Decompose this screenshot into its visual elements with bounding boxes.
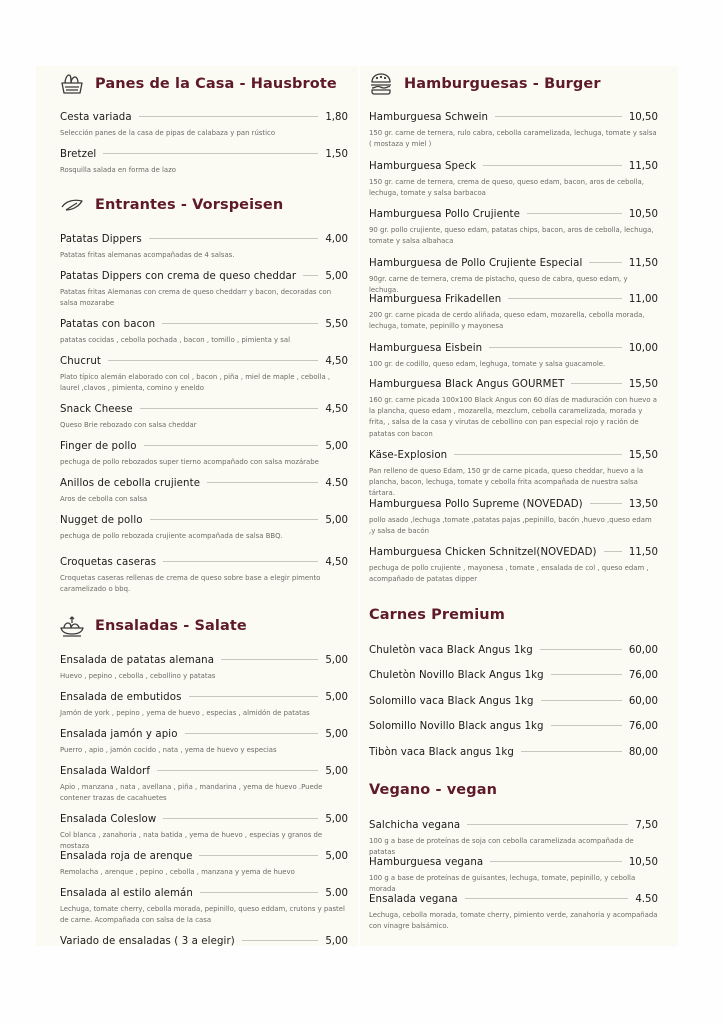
item-name: Hamburguesa Chicken Schnitzel(NOVEDAD): [369, 547, 597, 558]
item-price: 60,00: [628, 696, 658, 707]
item-name: Bretzel: [60, 149, 97, 160]
item-name: Hamburguesa Frikadellen: [369, 294, 502, 305]
item-name: Solomillo Novillo Black angus 1kg: [369, 721, 544, 732]
menu-item: [60, 515, 348, 542]
item-name: Hamburguesa Black Angus GOURMET: [369, 379, 565, 390]
item-name: Ensalada Waldorf: [60, 766, 151, 777]
item-price: 5,00: [325, 692, 348, 703]
section-header-entrantes: [60, 193, 348, 217]
item-price: 5,00: [325, 271, 348, 282]
menu-item: [60, 936, 348, 947]
menu-item: [60, 149, 348, 176]
item-price: 1,80: [325, 112, 348, 123]
item-price: 5,00: [325, 515, 348, 526]
menu-item: [60, 319, 348, 346]
menu-item: [369, 894, 658, 932]
item-name: Hamburguesa Schwein: [369, 112, 489, 123]
menu-item: [369, 209, 658, 247]
menu-item: [369, 161, 658, 199]
menu-item: [369, 499, 658, 537]
item-price: 15,50: [628, 379, 658, 390]
item-price: 10,00: [628, 343, 658, 354]
item-price: 76,00: [628, 721, 658, 732]
item-price: 4,50: [325, 557, 348, 568]
item-description: Queso Brie rebozado con salsa cheddar: [60, 421, 197, 429]
item-price: 11,50: [628, 161, 658, 172]
item-price: 11,50: [628, 547, 658, 558]
item-name: Hamburguesa de Pollo Crujiente Especial: [369, 258, 583, 269]
item-name: Ensalada roja de arenque: [60, 851, 193, 862]
section-title-carnes: Carnes Premium: [369, 607, 505, 623]
menu-item: [369, 379, 658, 440]
item-name: Ensalada vegana: [369, 894, 458, 905]
item-price: 5,00: [325, 814, 348, 825]
item-description: pechuga de pollo crujiente , mayonesa , tomate , ensalada de col , queso edam , acompañado de patatas dipper: [369, 564, 649, 584]
item-name: Salchicha vegana: [369, 820, 461, 831]
item-name: Ensalada de patatas alemana: [60, 655, 215, 666]
item-price: 13,50: [628, 499, 658, 510]
item-name: Ensalada Coleslow: [60, 814, 157, 825]
menu-item: [60, 478, 348, 505]
section-header-carnes: [369, 603, 658, 627]
item-description: Pan relleno de queso Edam, 150 gr de carne picada, queso cheddar, huevo a la plancha, bacon, lechuga, tomate y cebolla frita acompañada de nuestra salsa tártara.: [369, 467, 644, 498]
item-price: 10,50: [628, 209, 658, 220]
bread-basket-icon: [60, 72, 84, 96]
menu-item: [60, 851, 348, 878]
item-price: 5,50: [325, 319, 348, 330]
item-price: 15,50: [628, 450, 658, 461]
item-name: Hamburguesa vegana: [369, 857, 484, 868]
item-description: Puerro , apio , jamón cocido , nata , yema de huevo y especias: [60, 746, 277, 754]
item-description: Patatas fritas alemanas acompañadas de 4 salsas.: [60, 251, 235, 259]
item-price: 5,00: [325, 936, 348, 947]
item-description: pollo asado ,lechuga ,tomate ,patatas pajas ,pepinillo, bacón ,huevo ,queso edam ,y salsa de bacón: [369, 516, 652, 536]
item-price: 4,50: [325, 356, 348, 367]
item-description: Huevo , pepino , cebolla , cebollino y patatas: [60, 672, 216, 680]
menu-item: [60, 692, 348, 719]
item-description: Lechuga, cebolla morada, tomate cherry, pimiento verde, zanahoria y acompañada con vinagre balsámico.: [369, 911, 658, 931]
item-price: 4,00: [325, 234, 348, 245]
menu-item: [369, 294, 658, 332]
item-name: Hamburguesa Pollo Supreme (NOVEDAD): [369, 499, 583, 510]
item-price: 5.00: [325, 888, 348, 899]
item-description: 100 g a base de proteínas de soja con cebolla caramelizada acompañada de patatas: [369, 837, 634, 857]
item-name: Ensalada de embutidos: [60, 692, 182, 703]
menu-item: [369, 721, 658, 732]
item-name: Patatas Dippers: [60, 234, 142, 245]
item-description: 100 gr. de codillo, queso edam, leghuga, tomate y salsa guacamole.: [369, 360, 606, 368]
item-name: Cesta variada: [60, 112, 132, 123]
item-description: Aros de cebolla con salsa: [60, 495, 148, 503]
item-description: 90 gr. pollo crujiente, queso edam, patatas chips, bacon, aros de cebolla, lechuga, tomate y salsa albahaca: [369, 226, 654, 246]
menu-item: [369, 258, 658, 296]
item-description: 160 gr. carne picada 100x100 Black Angus con 60 días de maduración con huevo a la plancha, queso edam , mozarella, mezclum, cebolla caramelizada, morada y frita, , salsa de la casa y virutas de cebollino con pan especial rojo y ración de patatas con bacon: [369, 396, 657, 438]
menu-item: [369, 857, 658, 895]
item-name: Ensalada al estilo alemán: [60, 888, 193, 899]
item-description: 90gr. carne de ternera, crema de pistacho, queso de cabra, queso edam, y lechuga.: [369, 275, 628, 295]
menu-item: [60, 557, 348, 595]
item-description: Plato típico alemán elaborado con col , bacon , piña , miel de maple , cebolla , laurel ,clavos , pimienta, comino y eneldo: [60, 373, 331, 393]
item-price: 76,00: [628, 670, 658, 681]
item-description: 200 gr. carne picada de cerdo aliñada, queso edam, mozarella, cebolla morada, lechuga, tomate, pepinillo y mayonesa: [369, 311, 645, 331]
item-name: Chuletòn Novillo Black Angus 1kg: [369, 670, 544, 681]
item-name: Chucrut: [60, 356, 101, 367]
item-name: Ensalada jamón y apio: [60, 729, 178, 740]
item-price: 80,00: [628, 747, 658, 758]
item-description: Patatas fritas Alemanas con crema de queso cheddarr y bacon, decoradas con salsa mozarabe: [60, 288, 332, 308]
item-description: pechuga de pollo rebozados super tierno acompañado con salsa mozárabe: [60, 458, 319, 466]
item-price: 5,00: [325, 851, 348, 862]
item-price: 7,50: [635, 820, 658, 831]
item-name: Käse-Explosion: [369, 450, 448, 461]
item-description: 100 g a base de proteínas de guisantes, lechuga, tomate, pepinillo, y cebolla morada: [369, 874, 636, 894]
item-name: Croquetas caseras: [60, 557, 157, 568]
item-price: 5,00: [325, 655, 348, 666]
menu-item: [369, 645, 658, 656]
right-column: [369, 0, 658, 1024]
item-description: Lechuga, tomate cherry, cebolla morada, pepinillo, queso eddam, crutons y pastel de carne. Acompañada con salsa de la casa: [60, 905, 345, 925]
menu-item: [60, 814, 348, 852]
item-description: Col blanca , zanahoria , nata batida , yema de huevo , especias y granos de mostaza: [60, 831, 323, 851]
item-price: 11,00: [628, 294, 658, 305]
item-description: Croquetas caseras rellenas de crema de queso sobre base a elegir pimento caramelizado o bbq.: [60, 574, 321, 594]
menu-item: [60, 729, 348, 756]
menu-item: [60, 888, 348, 926]
item-price: 5,00: [325, 766, 348, 777]
item-name: Finger de pollo: [60, 441, 137, 452]
item-price: 1,50: [325, 149, 348, 160]
menu-item: [60, 356, 348, 394]
leaf-dish-icon: [60, 193, 84, 217]
item-name: Patatas Dippers con crema de queso cheddar: [60, 271, 297, 282]
item-description: Rosquilla salada en forma de lazo: [60, 166, 176, 174]
menu-item: [60, 271, 348, 309]
section-header-vegano: [369, 778, 658, 802]
item-name: Solomillo vaca Black Angus 1kg: [369, 696, 534, 707]
item-price: 5,00: [325, 441, 348, 452]
item-description: patatas cocidas , cebolla pochada , bacon , tomillo , pimienta y sal: [60, 336, 291, 344]
item-description: Jamón de york , pepino , yema de huevo , especias , almidón de patatas: [60, 709, 310, 717]
menu-item: [369, 547, 658, 585]
menu-item: [369, 343, 658, 370]
item-name: Snack Cheese: [60, 404, 133, 415]
item-description: pechuga de pollo rebozada crujiente acompañada de salsa BBQ.: [60, 532, 283, 540]
menu-item: [369, 696, 658, 707]
section-header-hamburguesas: [369, 72, 658, 96]
item-description: 150 gr. carne de ternera, rulo cabra, cebolla caramelizada, lechuga, tomate y salsa ( mostaza y miel ): [369, 129, 657, 149]
menu-item: [369, 670, 658, 681]
item-name: Nugget de pollo: [60, 515, 143, 526]
burger-icon: [369, 72, 393, 96]
menu-item: [369, 450, 658, 500]
item-price: 60,00: [628, 645, 658, 656]
item-description: 150 gr. carne de ternera, crema de queso, queso edam, bacon, aros de cebolla, lechuga, tomate y salsa barbacoa: [369, 178, 644, 198]
item-description: Selección panes de la casa de pipas de calabaza y pan rústico: [60, 129, 276, 137]
menu-item: [60, 766, 348, 804]
item-name: Hamburguesa Pollo Crujiente: [369, 209, 520, 220]
item-name: Chuletòn vaca Black Angus 1kg: [369, 645, 533, 656]
menu-item: [369, 747, 658, 758]
item-name: Tibòn vaca Black angus 1kg: [369, 747, 514, 758]
section-title-hamburguesas: Hamburguesas - Burger: [404, 76, 601, 92]
item-price: 4.50: [635, 894, 658, 905]
item-name: Anillos de cebolla crujiente: [60, 478, 201, 489]
item-price: 10,50: [628, 112, 658, 123]
item-price: 10,50: [628, 857, 658, 868]
item-description: Apio , manzana , nata , avellana , piña , mandarina , yema de huevo .Puede contener trazas de cacahuetes: [60, 783, 323, 803]
item-price: 4.50: [325, 478, 348, 489]
item-price: 4,50: [325, 404, 348, 415]
menu-item: [369, 820, 658, 858]
left-column: [60, 0, 348, 1024]
item-name: Hamburguesa Eisbein: [369, 343, 483, 354]
menu-item: [60, 655, 348, 682]
section-title-entrantes: Entrantes - Vorspeisen: [95, 197, 284, 213]
menu-item: [60, 234, 348, 261]
menu-item: [60, 441, 348, 468]
menu-item: [60, 112, 348, 139]
menu-item: [369, 112, 658, 150]
item-price: 11,50: [628, 258, 658, 269]
menu-item: [60, 404, 348, 431]
section-title-vegano: Vegano - vegan: [369, 782, 497, 798]
item-description: Remolacha , arenque , pepino , cebolla , manzana y yema de huevo: [60, 868, 295, 876]
item-name: Patatas con bacon: [60, 319, 156, 330]
section-title-panes: Panes de la Casa - Hausbrote: [95, 76, 337, 92]
section-title-ensaladas: Ensaladas - Salate: [95, 618, 247, 634]
section-header-ensaladas: [60, 614, 348, 638]
item-name: Hamburguesa Speck: [369, 161, 477, 172]
item-price: 5,00: [325, 729, 348, 740]
item-name: Variado de ensaladas ( 3 a elegir): [60, 936, 235, 947]
salad-bowl-icon: [60, 614, 84, 638]
section-header-panes: [60, 72, 348, 96]
